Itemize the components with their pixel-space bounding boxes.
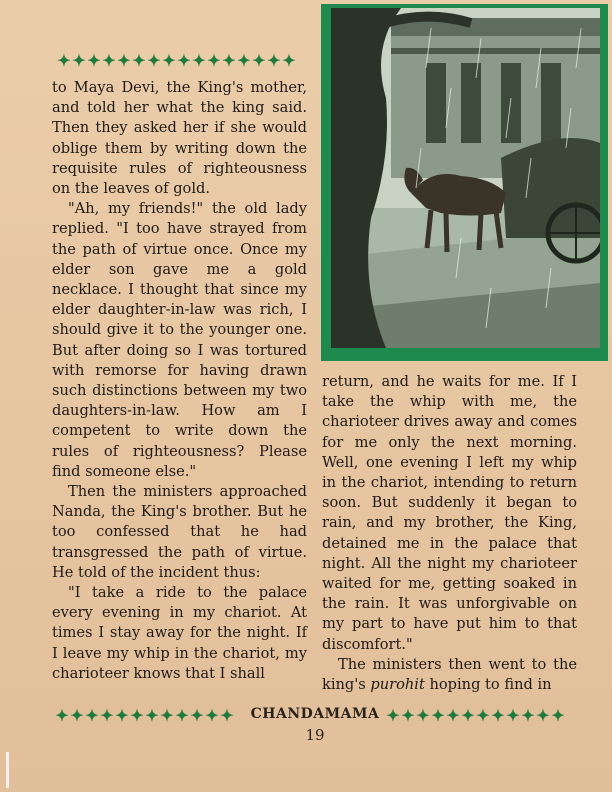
border-ornament-icon: ✦ bbox=[431, 707, 444, 723]
paragraph: to Maya Devi, the King's mother, and told her what the king said. Then they asked her if she would oblige them by writing down the requisite rules of righteousness on the leaves of gold. bbox=[52, 79, 307, 198]
border-ornament-icon: ✦ bbox=[102, 52, 115, 68]
border-ornament-icon: ✦ bbox=[57, 52, 70, 68]
paragraph-text: hoping to find in bbox=[424, 676, 552, 694]
border-ornament-icon: ✦ bbox=[551, 707, 564, 723]
paragraph: Then the ministers approached Nanda, the King's brother. But he too confessed that he had transgressed the path of virtue. He told of the incident thus: bbox=[52, 483, 307, 581]
border-ornament-icon: ✦ bbox=[416, 707, 429, 723]
border-ornament-icon: ✦ bbox=[100, 707, 113, 723]
border-ornament-icon: ✦ bbox=[461, 707, 474, 723]
border-ornament-icon: ✦ bbox=[207, 52, 220, 68]
magazine-title: CHANDAMAMA bbox=[250, 706, 380, 722]
border-ornament-icon: ✦ bbox=[252, 52, 265, 68]
border-ornament-icon: ✦ bbox=[160, 707, 173, 723]
border-ornament-icon: ✦ bbox=[85, 707, 98, 723]
border-ornament-icon: ✦ bbox=[220, 707, 233, 723]
paragraph: return, and he waits for me. If I take the whip with me, the charioteer drives away and comes for me only the next morning. Well, one evening I left my whip in the chariot, intending to return soon. But suddenly it began to rain, and my brother, the King, detained me in the palace that night. All the night my charioteer waited for me, getting soaked in the rain. It was unforgivable on my part to have put him to that discomfort." bbox=[322, 373, 577, 653]
decorative-border-top bbox=[56, 52, 308, 68]
decorative-border-bottom-right bbox=[385, 707, 575, 723]
border-ornament-icon: ✦ bbox=[237, 52, 250, 68]
border-ornament-icon: ✦ bbox=[55, 707, 68, 723]
paragraph: "Ah, my friends!" the old lady replied. "I too have strayed from the path of virtue once. Once my elder son gave me a gold necklace. I thought that since my elder daughter-in-law was rich, I should give it to the younger one. But after doing so I was tortured with remorse for having drawn such distinctions between my two daughters-in-law. How am I competent to write down the rules of righteousness? Please find someone else." bbox=[52, 200, 307, 480]
border-ornament-icon: ✦ bbox=[87, 52, 100, 68]
decorative-border-bottom-left bbox=[54, 707, 244, 723]
border-ornament-icon: ✦ bbox=[222, 52, 235, 68]
border-ornament-icon: ✦ bbox=[130, 707, 143, 723]
left-text-column bbox=[52, 78, 307, 684]
border-ornament-icon: ✦ bbox=[175, 707, 188, 723]
paragraph bbox=[322, 655, 577, 695]
border-ornament-icon: ✦ bbox=[267, 52, 280, 68]
page-number: 19 bbox=[305, 726, 325, 744]
paragraph-text: The ministers then went to the king's bbox=[322, 655, 577, 694]
border-ornament-icon: ✦ bbox=[192, 52, 205, 68]
border-ornament-icon: ✦ bbox=[476, 707, 489, 723]
border-ornament-icon: ✦ bbox=[162, 52, 175, 68]
paragraph: "I take a ride to the palace every evening in my chariot. At times I stay away for the night. If I leave my whip in the chariot, my charioteer knows that I shall bbox=[52, 584, 307, 682]
border-ornament-icon: ✦ bbox=[401, 707, 414, 723]
border-ornament-icon: ✦ bbox=[70, 707, 83, 723]
border-ornament-icon: ✦ bbox=[536, 707, 549, 723]
scan-edge-mark bbox=[6, 752, 9, 788]
chariot-in-rain-illustration bbox=[331, 8, 600, 348]
border-ornament-icon: ✦ bbox=[491, 707, 504, 723]
border-ornament-icon: ✦ bbox=[386, 707, 399, 723]
story-illustration bbox=[321, 4, 608, 361]
border-ornament-icon: ✦ bbox=[521, 707, 534, 723]
border-ornament-icon: ✦ bbox=[506, 707, 519, 723]
border-ornament-icon: ✦ bbox=[147, 52, 160, 68]
border-ornament-icon: ✦ bbox=[190, 707, 203, 723]
border-ornament-icon: ✦ bbox=[132, 52, 145, 68]
border-ornament-icon: ✦ bbox=[205, 707, 218, 723]
border-ornament-icon: ✦ bbox=[145, 707, 158, 723]
border-ornament-icon: ✦ bbox=[282, 52, 295, 68]
border-ornament-icon: ✦ bbox=[115, 707, 128, 723]
right-text-column bbox=[322, 372, 577, 695]
border-ornament-icon: ✦ bbox=[72, 52, 85, 68]
italic-word: purohit bbox=[370, 676, 425, 694]
border-ornament-icon: ✦ bbox=[177, 52, 190, 68]
border-ornament-icon: ✦ bbox=[446, 707, 459, 723]
border-ornament-icon: ✦ bbox=[117, 52, 130, 68]
